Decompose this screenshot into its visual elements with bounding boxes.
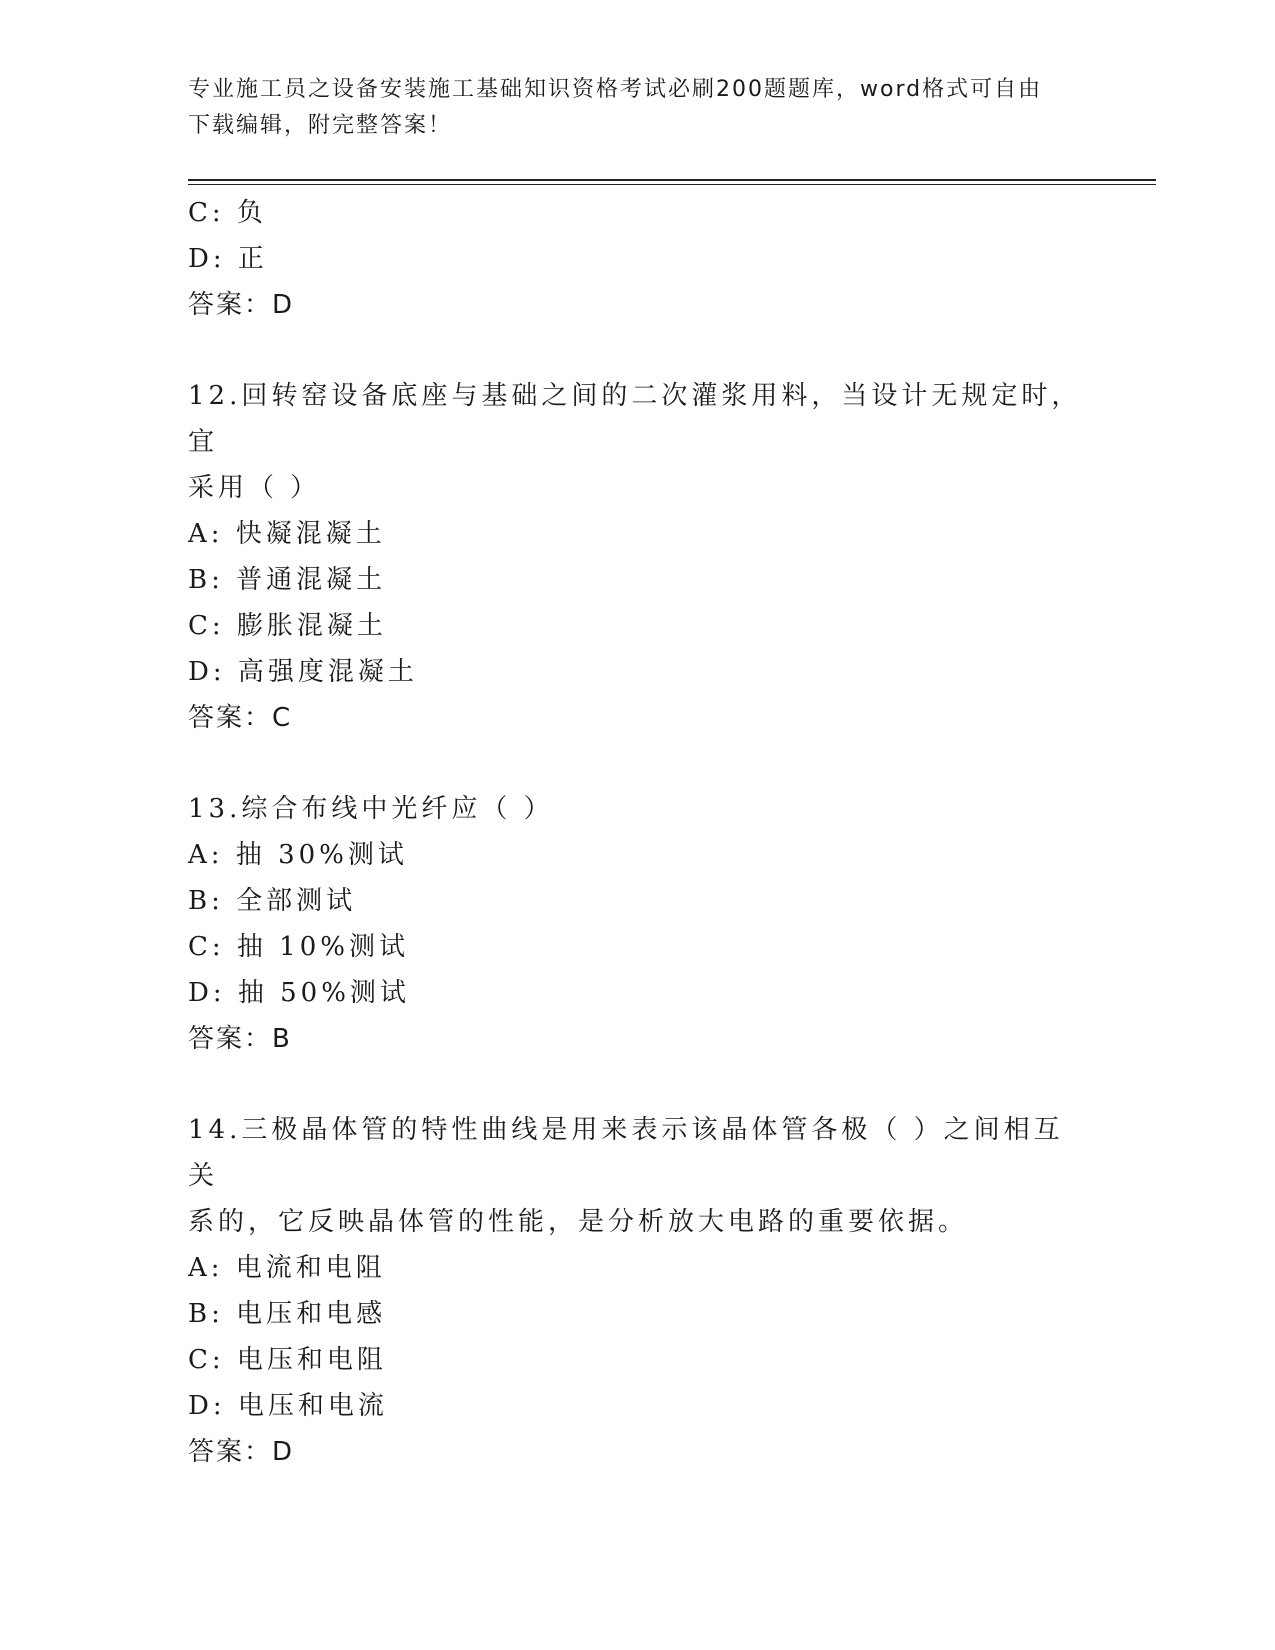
answer-line: 答案：D [188, 290, 295, 320]
question-13 [188, 786, 1088, 1062]
option-b: B: 电压和电感 [188, 1299, 387, 1329]
question-stem-line-1: 14.三极晶体管的特性曲线是用来表示该晶体管各极（ ）之间相互关 [188, 1115, 1064, 1191]
option-c: C: 膨胀混凝土 [188, 611, 387, 641]
question-stem-line-2: 系的，它反映晶体管的性能，是分析放大电路的重要依据。 [188, 1207, 969, 1237]
question-stem-line-2: 采用（ ） [188, 473, 321, 503]
answer-line: 答案：C [188, 703, 293, 733]
header-divider-thin [188, 184, 1156, 185]
question-14 [188, 1107, 1088, 1475]
question-12 [188, 373, 1088, 741]
question-stem-line-1: 12.回转窑设备底座与基础之间的二次灌浆用料，当设计无规定时，宜 [188, 381, 1082, 457]
option-b: B: 全部测试 [188, 886, 357, 916]
header-line-2: 下载编辑，附完整答案！ [188, 113, 453, 138]
answer-line: 答案：D [188, 1437, 295, 1467]
document-body [188, 190, 1088, 1475]
header-line-1: 专业施工员之设备安装施工基础知识资格考试必刷200题题库，word格式可自由 [188, 77, 1043, 102]
question-11-tail [188, 190, 1088, 328]
option-d: D: 电压和电流 [188, 1391, 388, 1421]
header-divider [188, 179, 1156, 181]
option-c: C: 电压和电阻 [188, 1345, 387, 1375]
option-d: D: 抽 50%测试 [188, 978, 410, 1008]
document-header [188, 72, 1068, 144]
option-c: C: 负 [188, 198, 267, 228]
option-a: A: 抽 30%测试 [188, 840, 408, 870]
option-a: A: 快凝混凝土 [188, 519, 386, 549]
option-a: A: 电流和电阻 [188, 1253, 386, 1283]
option-d: D: 高强度混凝土 [188, 657, 418, 687]
option-d: D: 正 [188, 244, 268, 274]
answer-line: 答案：B [188, 1024, 292, 1054]
option-b: B: 普通混凝土 [188, 565, 387, 595]
question-stem-line-1: 13.综合布线中光纤应（ ） [188, 794, 554, 824]
option-c: C: 抽 10%测试 [188, 932, 409, 962]
